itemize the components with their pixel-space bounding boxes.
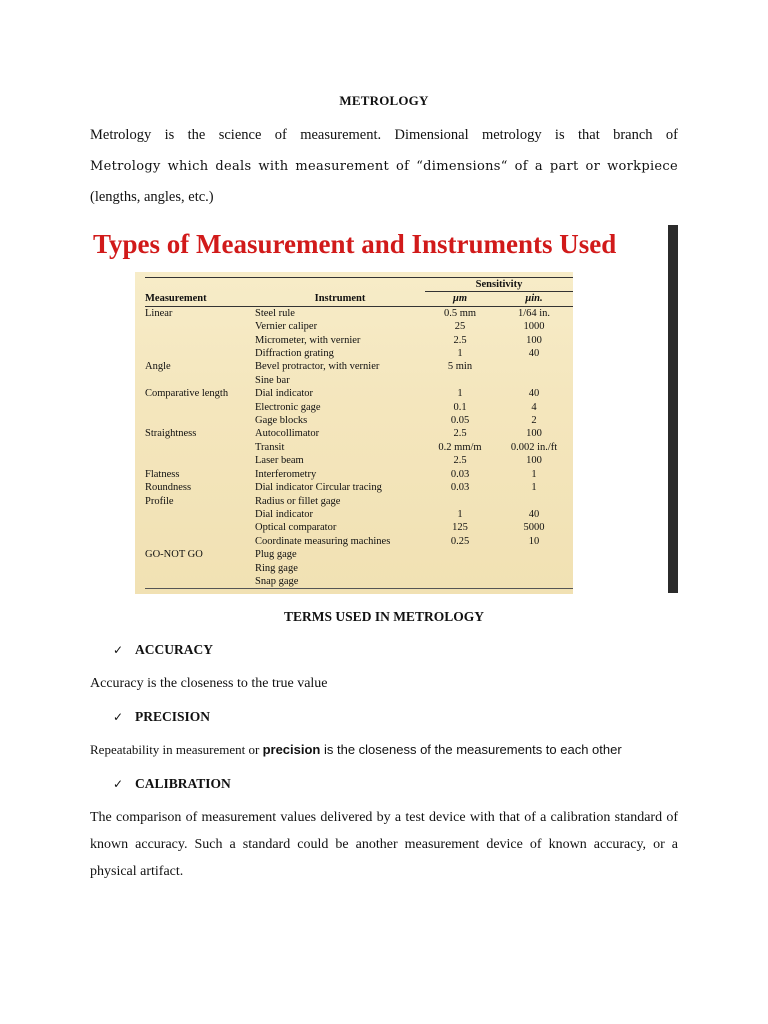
measurement-cell — [145, 320, 255, 333]
sensitivity-uin-cell: 100 — [526, 334, 542, 346]
table-row — [145, 575, 573, 589]
sensitivity-uin-cell — [495, 575, 573, 589]
table-row — [145, 535, 573, 548]
table-row — [145, 401, 573, 414]
table-row — [145, 360, 573, 373]
precision-text-post: is the closeness of the measurements to each other — [320, 742, 622, 757]
sensitivity-uin-cell: 100 — [526, 428, 542, 440]
checkmark-icon: ✓ — [113, 643, 124, 657]
measurement-cell: Angle — [145, 361, 171, 373]
measurement-cell: Linear — [145, 307, 173, 319]
table-row — [145, 548, 573, 561]
sensitivity-uin-cell: 0.002 in./ft — [510, 441, 558, 453]
measurement-cell: GO-NOT GO — [145, 549, 203, 561]
uin-header: μin. — [495, 292, 573, 306]
sensitivity-uin-cell — [495, 360, 573, 373]
measurement-cell: Roundness — [145, 482, 192, 494]
sensitivity-uin-cell — [495, 495, 573, 508]
sensitivity-um-cell — [425, 374, 495, 387]
sensitivity-uin-cell: 100 — [526, 455, 542, 467]
sensitivity-uin-cell — [495, 562, 573, 575]
intro-line-2: Metrology which deals with measurement of “dimensions“ of a part or workpiece — [90, 159, 678, 174]
measurement-cell: Straightness — [145, 428, 197, 440]
table-row — [145, 562, 573, 575]
instrument-cell: Diffraction grating — [255, 348, 334, 360]
instrument-cell: Sine bar — [255, 374, 290, 386]
measurement-cell — [145, 575, 255, 589]
instrument-cell: Laser beam — [255, 455, 304, 467]
table-row — [145, 495, 573, 508]
measurement-cell — [145, 401, 255, 414]
precision-text-bold: precision — [262, 742, 321, 757]
calibration-definition: The comparison of measurement values delivered by a test device with that of a calibration standard of known accuracy. Such a standard could be another measurement device of known accuracy, or a physical artifact. — [90, 810, 678, 879]
precision-text-pre: Repeatability in measurement or — [90, 742, 263, 757]
sensitivity-uin-cell: 10 — [528, 535, 540, 547]
sensitivity-um-cell — [425, 495, 495, 508]
measurement-cell — [145, 441, 255, 454]
sensitivity-uin-cell: 40 — [528, 348, 540, 360]
measurement-cell — [145, 454, 255, 467]
instrument-cell: Radius or fillet gage — [255, 495, 341, 507]
term-accuracy — [113, 642, 213, 658]
term-precision — [113, 709, 210, 725]
checkmark-icon: ✓ — [113, 710, 124, 724]
sensitivity-um-cell: 0.05 — [450, 415, 470, 427]
instrument-cell: Micrometer, with vernier — [255, 334, 361, 346]
sensitivity-um-cell: 0.03 — [450, 482, 470, 494]
sensitivity-um-cell: 25 — [454, 321, 466, 333]
sensitivity-um-cell — [425, 548, 495, 561]
sensitivity-um-cell: 0.03 — [450, 468, 470, 480]
term-accuracy-label: ACCURACY — [135, 642, 213, 657]
measurement-cell — [145, 508, 255, 521]
sensitivity-um-cell: 0.2 mm/m — [438, 441, 482, 453]
figure-title: Types of Measurement and Instruments Used — [93, 229, 617, 259]
table-row — [145, 427, 573, 440]
page-title: METROLOGY — [339, 93, 429, 108]
measurement-cell — [145, 334, 255, 347]
instrument-cell: Plug gage — [255, 549, 297, 561]
sensitivity-um-cell: 2.5 — [453, 334, 467, 346]
measurement-cell — [145, 374, 255, 387]
sensitivity-uin-cell: 1/64 in. — [517, 307, 551, 319]
instrument-cell: Vernier caliper — [255, 321, 318, 333]
sensitivity-um-cell: 5 min — [447, 361, 473, 373]
table-row — [145, 374, 573, 387]
measurement-cell: Profile — [145, 495, 174, 507]
sensitivity-uin-cell: 2 — [531, 415, 537, 427]
sensitivity-header: Sensitivity — [425, 278, 573, 292]
table-row — [145, 306, 573, 320]
sensitivity-um-cell: 1 — [457, 508, 463, 520]
measurement-cell — [145, 414, 255, 427]
instrument-cell: Steel rule — [255, 307, 295, 319]
sensitivity-uin-cell: 1 — [531, 468, 537, 480]
instrument-cell: Interferometry — [255, 468, 317, 480]
measurement-table — [145, 277, 573, 589]
instrument-cell: Snap gage — [255, 575, 425, 589]
sensitivity-uin-cell: 4 — [531, 401, 537, 413]
table-row — [145, 454, 573, 467]
table-header-row-1 — [145, 278, 573, 292]
measurement-table-image — [135, 272, 573, 594]
measurement-header: Measurement — [145, 292, 255, 306]
intro-line-1: Metrology is the science of measurement. Dimensional metrology is that branch of — [90, 127, 678, 143]
table-row — [145, 347, 573, 360]
instrument-cell: Autocollimator — [255, 428, 320, 440]
sensitivity-uin-cell: 1 — [531, 482, 537, 494]
instrument-cell: Dial indicator Circular tracing — [255, 482, 382, 494]
table-row — [145, 414, 573, 427]
intro-line-3: (lengths, angles, etc.) — [90, 189, 214, 205]
table-row — [145, 387, 573, 400]
instrument-cell: Dial indicator — [255, 388, 314, 400]
measurement-cell — [145, 347, 255, 360]
um-header: μm — [425, 292, 495, 306]
sensitivity-um-cell: 2.5 — [453, 428, 467, 440]
intro-paragraph — [90, 120, 678, 213]
measurement-cell — [145, 521, 255, 534]
figure-side-bar — [668, 225, 678, 593]
sensitivity-uin-cell: 40 — [528, 508, 540, 520]
instrument-cell: Bevel protractor, with vernier — [255, 361, 380, 373]
table-row — [145, 481, 573, 494]
instrument-cell: Electronic gage — [255, 401, 321, 413]
checkmark-icon: ✓ — [113, 777, 124, 791]
instrument-cell: Dial indicator — [255, 508, 314, 520]
measurement-cell: Flatness — [145, 468, 180, 480]
sensitivity-um-cell — [425, 575, 495, 589]
instrument-cell: Transit — [255, 441, 285, 453]
sensitivity-uin-cell: 5000 — [523, 522, 545, 534]
table-row — [145, 521, 573, 534]
instrument-header: Instrument — [255, 292, 425, 306]
sensitivity-uin-cell: 1000 — [523, 321, 545, 333]
terms-heading: TERMS USED IN METROLOGY — [284, 609, 484, 624]
sensitivity-uin-cell — [495, 374, 573, 387]
sensitivity-um-cell: 1 — [457, 388, 463, 400]
sensitivity-um-cell: 0.25 — [450, 535, 470, 547]
measurement-figure — [90, 225, 680, 595]
table-row — [145, 334, 573, 347]
sensitivity-um-cell: 0.1 — [453, 401, 467, 413]
sensitivity-uin-cell — [495, 548, 573, 561]
table-row — [145, 320, 573, 333]
instrument-cell: Optical comparator — [255, 522, 337, 534]
table-row — [145, 508, 573, 521]
instrument-cell: Coordinate measuring machines — [255, 535, 391, 547]
sensitivity-um-cell: 1 — [457, 348, 463, 360]
table-row — [145, 441, 573, 454]
term-calibration-label: CALIBRATION — [135, 776, 231, 791]
table-header-row-2 — [145, 292, 573, 306]
instrument-cell: Ring gage — [255, 562, 298, 574]
measurement-cell — [145, 562, 255, 575]
accuracy-definition: Accuracy is the closeness to the true value — [90, 676, 328, 691]
sensitivity-um-cell: 2.5 — [453, 455, 467, 467]
measurement-cell — [145, 535, 255, 548]
sensitivity-um-cell: 0.5 mm — [443, 307, 477, 319]
measurement-cell: Comparative length — [145, 388, 229, 400]
table-row — [145, 468, 573, 481]
sensitivity-um-cell — [425, 562, 495, 575]
term-precision-label: PRECISION — [135, 709, 211, 724]
sensitivity-um-cell: 125 — [452, 522, 468, 534]
precision-definition — [90, 742, 622, 758]
term-calibration — [113, 776, 231, 792]
instrument-cell: Gage blocks — [255, 415, 308, 427]
sensitivity-uin-cell: 40 — [528, 388, 540, 400]
